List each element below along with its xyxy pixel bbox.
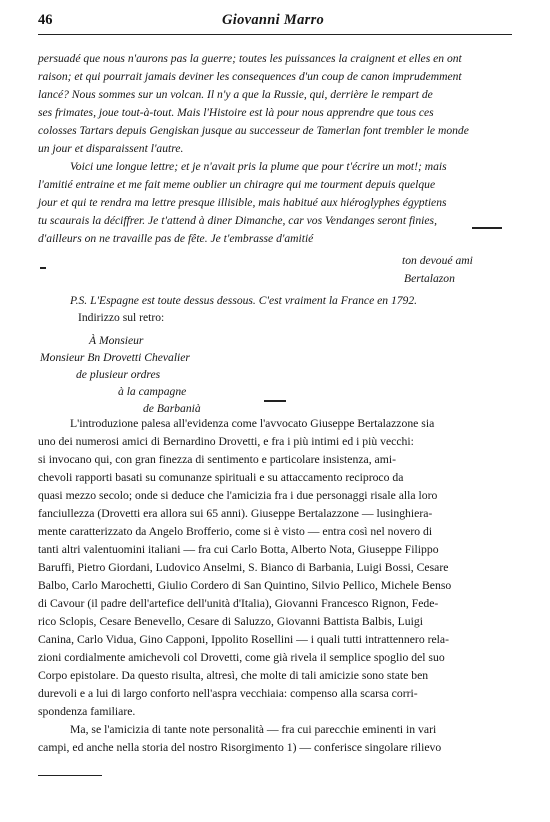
body-line: Corpo epistolare. Da questo risulta, altresì, che molte di tali amicizie sono state ben (38, 669, 429, 682)
body-line: si invocano qui, con gran finezza di sentimento e particolare insistenza, ami- (38, 453, 396, 466)
body-line: rico Sclopis, Cesare Benevello, Cesare di Saluzzo, Giovanni Battista Balbis, Luigi (38, 615, 423, 628)
body-line: Ma, se l'amicizia di tante note personalità — fra cui parecchie eminenti in vari (70, 723, 437, 736)
body-line: campi, ed anche nella storia del nostro Risorgimento 1) — conferisce singolare rilievo (38, 741, 442, 754)
address-line: À Monsieur (89, 334, 144, 347)
address-intro: Indirizzo sul retro: (78, 311, 165, 324)
page-number: 46 (38, 12, 53, 28)
body-line: quasi mezzo secolo; onde si deduce che l'amicizia fra i due personaggi risale alla loro (38, 489, 438, 502)
body-line: fanciullezza (Drovetti era allora sui 65 anni). Giuseppe Bertalazzone — lusinghiera- (38, 507, 433, 520)
ink-mark (40, 267, 46, 269)
letter-line: ses frimates, joue tout-à-tout. Mais l'Histoire est là pour nous apprendre que tous ces (38, 106, 434, 119)
footnote-rule (38, 775, 102, 776)
body-line: uno dei numerosi amici di Bernardino Drovetti, e fra i più intimi ed i più vecchi: (38, 435, 414, 448)
body-line: zioni cordialmente amichevoli col Drovetti, come già rivela il semplice spoglio del suo (38, 651, 445, 664)
address-line: de Barbanià (143, 402, 201, 415)
letter-closing: ton devoué ami (402, 254, 473, 267)
letter-line: Voici une longue lettre; et je n'avait pris la plume que pour t'écrire un mot!; mais (70, 160, 447, 173)
body-line: di Cavour (il padre dell'artefice dell'unità d'Italia), Giovanni Francesco Rignon, Fede- (38, 597, 439, 610)
letter-line: jour et qui te rendra ma lettre presque illisible, mais habitué aux hiéroglyphes égyptiens (38, 196, 447, 209)
ink-mark (264, 400, 286, 402)
body-line: Canina, Carlo Vidua, Gino Capponi, Ippolito Rosellini — i quali tutti intrattennero rela- (38, 633, 449, 646)
letter-line: l'amitié entraine et me fait meme oublier un chiragre qui me tourment depuis quelque (38, 178, 436, 191)
letter-line: raison; et qui pourrait jamais deviner les consequences d'un coup de canon imprudemment (38, 70, 462, 83)
ink-mark (472, 227, 502, 229)
body-line: durevoli e a lui di largo conforto nell'aspra vecchiaia: compenso alla scarsa corri- (38, 687, 418, 700)
address-line: à la campagne (118, 385, 187, 398)
address-line: Monsieur Bn Drovetti Chevalier (40, 351, 190, 364)
address-line: de plusieur ordres (76, 368, 161, 381)
body-line: chevoli rapporti basati su comunanze spirituali e su attaccamento reciproco da (38, 471, 404, 484)
letter-signature: Bertalazon (404, 272, 455, 285)
letter-line: d'ailleurs on ne travaille pas de fête. Je t'embrasse d'amitié (38, 232, 314, 245)
letter-line: lancé? Nous sommes sur un volcan. Il n'y a que la Russie, qui, derrière le rempart de (38, 88, 433, 101)
body-line: tanti altri valentuomini italiani — fra cui Carlo Botta, Alberto Nota, Giuseppe Filippo (38, 543, 439, 556)
header-rule (38, 34, 512, 35)
letter-line: colosses Tartars depuis Gengiskan jusque au successeur de Tamerlan font trembler le monde (38, 124, 469, 137)
running-title: Giovanni Marro (222, 12, 325, 28)
letter-line: persuadé que nous n'aurons pas la guerre; toutes les puissances la craignent et elles en ont (38, 52, 462, 65)
postscript: P.S. L'Espagne est toute dessus dessous. C'est vraiment la France en 1792. (70, 294, 418, 307)
body-line: L'introduzione palesa all'evidenza come l'avvocato Giuseppe Bertalazzone sia (70, 417, 435, 430)
body-line: spondenza familiare. (38, 705, 136, 718)
letter-line: un jour et disparaissent l'autre. (38, 142, 184, 155)
body-line: Balbo, Carlo Marochetti, Giulio Cordero di San Quintino, Silvio Pellico, Michele Benso (38, 579, 452, 592)
body-line: Baruffi, Pietro Giordani, Ludovico Anselmi, S. Bianco di Barbania, Luigi Bossi, Cesare (38, 561, 449, 574)
letter-line: tu scaurais la déciffrer. Je t'attend à diner Dimanche, car vos Vendanges seront finies, (38, 214, 437, 227)
body-line: mente caratterizzato da Angelo Brofferio, come si è visto — entra così nel novero di (38, 525, 433, 538)
